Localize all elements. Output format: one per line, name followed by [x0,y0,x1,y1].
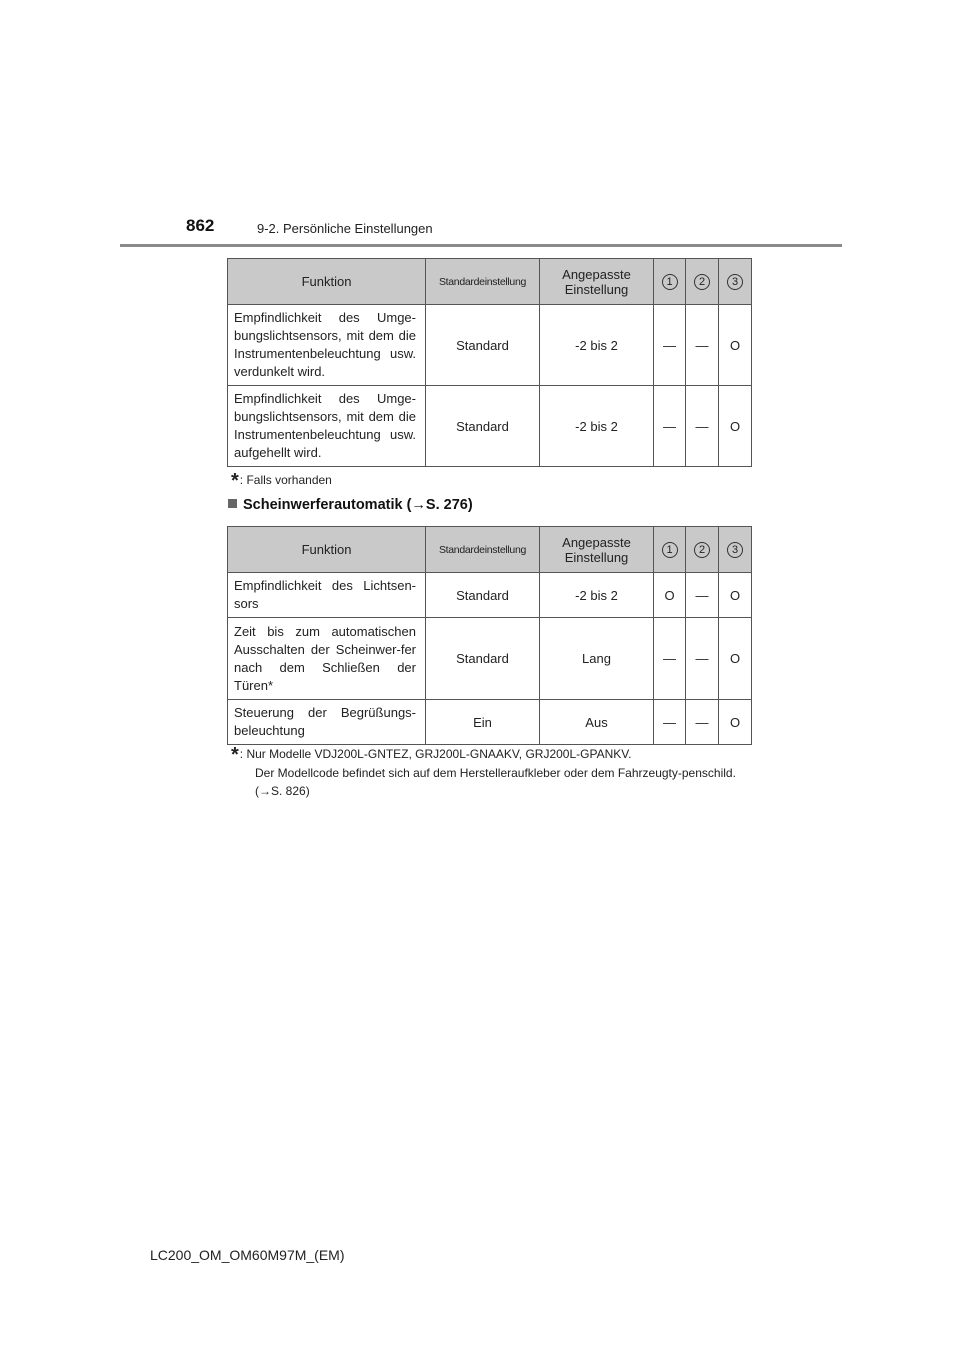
cell-option-3: O [719,573,752,618]
settings-table-headlights [227,526,752,745]
cell-option-1: — [654,305,686,386]
cell-default: Standard [426,573,540,618]
column-header-circle-1 [654,527,686,573]
circled-number-icon: 1 [662,274,678,290]
footnote-line-1: : Nur Modelle VDJ200L-GNTEZ, GRJ200L-GNAAKV, GRJ200L-GPANKV. [239,747,632,761]
circled-number-icon: 2 [694,542,710,558]
cell-default: Standard [426,618,540,700]
table-header-row [228,259,752,305]
circled-number-icon: 3 [727,542,743,558]
cell-option-3: O [719,700,752,745]
column-header-circle-2 [686,259,719,305]
column-header-custom: Angepasste Einstellung [540,527,654,573]
cell-custom: -2 bis 2 [540,386,654,467]
circled-number-icon: 3 [727,274,743,290]
cell-option-1: — [654,618,686,700]
footnote-line-2: Der Modellcode befindet sich auf dem Herstelleraufkleber oder dem Fahrzeugty-penschild. (→S. 826) [255,766,736,798]
table-row [228,618,752,700]
circled-number-icon: 2 [694,274,710,290]
cell-custom: Lang [540,618,654,700]
circled-number-icon: 1 [662,542,678,558]
column-header-circle-3 [719,527,752,573]
column-header-circle-1 [654,259,686,305]
table-row [228,700,752,745]
cell-option-2: — [686,386,719,467]
cell-option-2: — [686,573,719,618]
cell-custom: -2 bis 2 [540,573,654,618]
cell-option-3: O [719,618,752,700]
cell-option-2: — [686,700,719,745]
cell-custom: Aus [540,700,654,745]
cell-function: Empfindlichkeit des Umge-bungslichtsensors, mit dem die Instrumentenbeleuchtung usw. verdunkelt wird. [228,305,426,386]
column-header-function: Funktion [228,259,426,305]
column-header-custom: Angepasste Einstellung [540,259,654,305]
cell-function: Empfindlichkeit des Umge-bungslichtsensors, mit dem die Instrumentenbeleuchtung usw. aufgehellt wird. [228,386,426,467]
column-header-circle-2 [686,527,719,573]
cell-option-3: O [719,386,752,467]
subheading-text: Scheinwerferautomatik (→S. 276) [243,497,473,513]
footnote-model-codes [231,745,746,800]
cell-custom: -2 bis 2 [540,305,654,386]
cell-option-1: O [654,573,686,618]
settings-table-instrument-lighting [227,258,752,467]
table-row [228,386,752,467]
cell-option-2: — [686,305,719,386]
cell-function: Zeit bis zum automatischen Ausschalten der Scheinwer-fer nach dem Schließen der Türen* [228,618,426,700]
section-title: 9-2. Persönliche Einstellungen [257,221,433,236]
cell-default: Standard [426,305,540,386]
footnote-star: * [231,744,239,766]
cell-function: Steuerung der Begrüßungs-beleuchtung [228,700,426,745]
subheading-headlight-automatic [228,497,473,513]
column-header-default: Standardeinstellung [426,527,540,573]
page-number: 862 [186,216,215,235]
cell-option-1: — [654,700,686,745]
cell-function: Empfindlichkeit des Lichtsen-sors [228,573,426,618]
cell-option-2: — [686,618,719,700]
column-header-default: Standardeinstellung [426,259,540,305]
header-rule [120,244,842,247]
cell-option-3: O [719,305,752,386]
table-row [228,573,752,618]
cell-default: Ein [426,700,540,745]
table-row [228,305,752,386]
cell-option-1: — [654,386,686,467]
table-header-row [228,527,752,573]
column-header-function: Funktion [228,527,426,573]
document-code: LC200_OM_OM60M97M_(EM) [150,1247,345,1263]
footnote-if-equipped [231,470,332,493]
footnote-text: : Falls vorhanden [239,473,332,487]
footnote-star: * [231,470,239,492]
cell-default: Standard [426,386,540,467]
column-header-circle-3 [719,259,752,305]
square-bullet-icon [228,499,237,508]
